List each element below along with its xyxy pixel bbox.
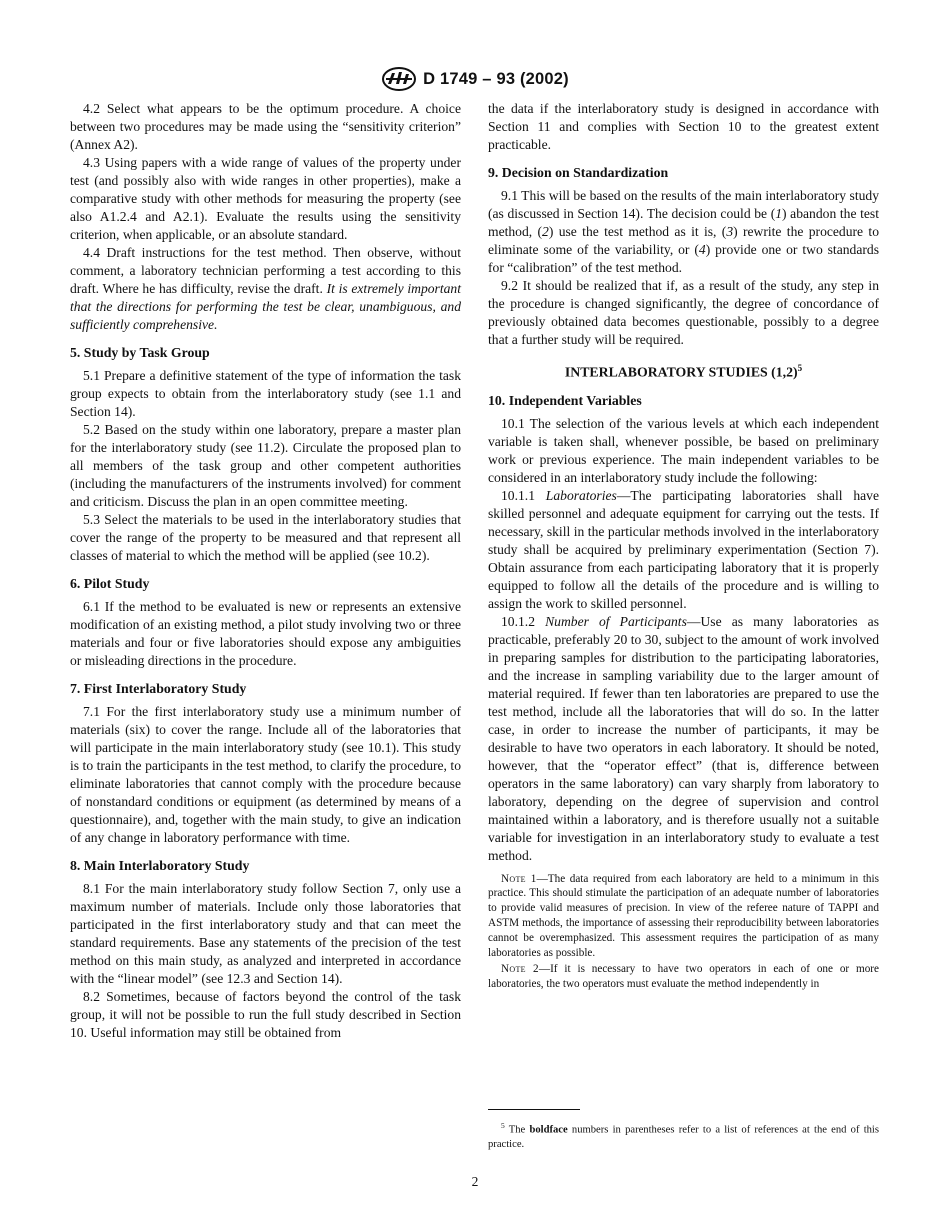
note-text: —The data required from each laboratory are held to a minimum in this practice. This should stimulate the participation of an adequate number of laboratories to provide valid measures of precision. In view of the referee nature of TAPPI and ASTM methods, the importance of assessing their reproducibility between laboratories cannot be overemphasized. This assessment requires the participation of as many laboratories as possible. bbox=[488, 872, 879, 959]
section-title-interlaboratory-studies bbox=[488, 359, 879, 382]
heading-section-9: 9. Decision on Standardization bbox=[488, 165, 669, 180]
enum-1: 1 bbox=[775, 206, 783, 221]
heading-section-6: 6. Pilot Study bbox=[70, 576, 150, 591]
paragraph-4-4-emphasis: It is extremely important that the directions for performing the test be clear, unambiguous, and sufficiently comprehensive. bbox=[70, 281, 461, 332]
paragraph-9-1 bbox=[488, 187, 879, 277]
note-label: Note 2 bbox=[501, 963, 539, 976]
heading-section-8: 8. Main Interlaboratory Study bbox=[70, 858, 250, 873]
paragraph-9-1-part: ) rewrite the procedure to eliminate some of the variability, or ( bbox=[488, 224, 879, 257]
left-column bbox=[70, 100, 461, 1042]
paragraph-9-2: 9.2 It should be realized that if, as a result of the study, any step in the procedure is changed significantly, the degree of concordance of previously obtained data becomes questionable, possibly to a degree that a further study will be required. bbox=[488, 278, 879, 347]
paragraph-4-4 bbox=[70, 244, 461, 334]
paragraph-4-2: 4.2 Select what appears to be the optimum procedure. A choice between two procedures may be made using the “sensitivity criterion” (Annex A2). bbox=[70, 101, 461, 152]
note-2 bbox=[488, 962, 879, 992]
paragraph-9-1-part: ) provide one or two standards for “calibration” of the test method. bbox=[488, 242, 879, 275]
heading-section-7: 7. First Interlaboratory Study bbox=[70, 681, 247, 696]
footnote-bold-text: boldface bbox=[529, 1124, 568, 1136]
paragraph-9-1-part: 9.1 This will be based on the results of the main interlaboratory study (as discussed in Section 14). The decision could be ( bbox=[488, 188, 879, 221]
enum-3: 3 bbox=[726, 224, 734, 239]
clause-number: 10.1.2 bbox=[501, 613, 535, 629]
paragraph-10-1: 10.1 The selection of the various levels at which each independent variable is taken shall, whenever possible, be based on preliminary work or previous experience. The main independent variables to be considered in an interlaboratory study include the following: bbox=[488, 415, 879, 485]
paragraph-8-2: 8.2 Sometimes, because of factors beyond the control of the task group, it will not be possible to run the full study described in Section 10. Useful information may still be obtained from bbox=[70, 989, 461, 1040]
clause-term: Number of Participants bbox=[545, 613, 687, 629]
note-1 bbox=[488, 872, 879, 961]
page-header bbox=[0, 66, 950, 92]
paragraph-5-2: 5.2 Based on the study within one laboratory, prepare a master plan for the interlaboratory study (see 11.2). Circulate the proposed plan to all members of the task group and other competent authorities (including the manufacturers of the instruments involved) for comment and criticism. Discuss the plan in an open committee meeting. bbox=[70, 422, 461, 509]
paragraph-6-1: 6.1 If the method to be evaluated is new or represents an extensive modification of an existing method, a pilot study involving two or three materials and four or five laboratories should expose any ambiguities or misleading directions in the procedure. bbox=[70, 599, 461, 668]
paragraph-10-1-2 bbox=[488, 613, 879, 865]
clause-term: Laboratories bbox=[545, 487, 617, 503]
heading-section-5: 5. Study by Task Group bbox=[70, 345, 210, 360]
paragraph-5-1: 5.1 Prepare a definitive statement of the type of information the task group expects to obtain from the interlaboratory study (see 1.1 and Section 14). bbox=[70, 368, 461, 419]
footnote-number: 5 bbox=[501, 1121, 505, 1130]
paragraph-8-2-continued: the data if the interlaboratory study is designed in accordance with Section 11 and complies with Section 10 to the greatest extent practicable. bbox=[488, 101, 879, 152]
footnote-text: numbers in parentheses refer to a list of references at the end of this practice. bbox=[488, 1124, 880, 1150]
paragraph-9-1-part: ) use the test method as it is, ( bbox=[548, 224, 727, 239]
note-text: —If it is necessary to have two operators in each of one or more laboratories, the two operators must evaluate the method independently in bbox=[488, 963, 880, 991]
page-number: 2 bbox=[471, 1174, 479, 1189]
paragraph-7-1: 7.1 For the first interlaboratory study use a minimum number of materials (six) to cover the range. Include all of the laboratories that will participate in the main interlaboratory study (see 10.1). This study is to train the participants in the test method, to clarify the procedure, to eliminate laboratories that cannot comply with the procedure because of nonstandard conditions or equipment (as determined by means of a questionnaire), and, together with the main study, to give an indication of any change in laboratory performance with time. bbox=[70, 704, 461, 845]
paragraph-5-3: 5.3 Select the materials to be used in the interlaboratory studies that cover the range of the property to be measured and that represent all classes of material to which the method will be applied (see 10.2). bbox=[70, 512, 461, 563]
note-label: Note 1 bbox=[501, 872, 537, 885]
clause-text: —Use as many laboratories as practicable, preferably 20 to 30, subject to the amount of work involved in preparing samples for distribution to the participating laboratories, and the increase in sampling variability due to the larger amount of material required. If fewer than ten laboratories are prepared to use the test method, include all the laboratories that will do so. In the latter case, in order to increase the number of participants, it may be desirable to have two operators in each laboratory. It should be noted, however, that the “operator effect” (that is, difference between operators in the same laboratory) can vary sharply from laboratory to laboratory, depending on the degree of supervision and control maintained within a laboratory, and is therefore usually not a suitable variable for investigation in an interlaboratory study to evaluate a test method. bbox=[488, 613, 880, 863]
astm-logo-icon bbox=[381, 66, 417, 92]
enum-4: 4 bbox=[698, 242, 706, 257]
footnote-divider bbox=[488, 1109, 580, 1110]
paragraph-4-3: 4.3 Using papers with a wide range of values of the property under test (and possibly also with wide ranges in other properties), make a comparative study with other methods for measuring the property (see also A1.2.4 and A2.1). Evaluate the results using the sensitivity criterion, when applicable, or an absolute standard. bbox=[70, 155, 461, 242]
notes bbox=[488, 872, 879, 992]
paragraph-4-4-text: 4.4 Draft instructions for the test method. Then observe, without comment, a laboratory technician performing a test according to this draft. Where he has difficulty, revise the draft. bbox=[70, 245, 461, 296]
enum-2: 2 bbox=[542, 224, 549, 239]
right-column bbox=[488, 100, 879, 994]
clause-number: 10.1.1 bbox=[501, 487, 535, 503]
paragraph-9-1-part: ) abandon the test method, ( bbox=[488, 206, 879, 239]
document-designation: D 1749 – 93 (2002) bbox=[423, 69, 569, 88]
footnote-5 bbox=[488, 1119, 879, 1152]
section-title-text: INTERLABORATORY STUDIES (1,2) bbox=[564, 364, 798, 380]
clause-text: —The participating laboratories shall have skilled personnel and adequate equipment for carrying out the tests. If necessary, skill in the particular methods involved in the interlaboratory study shall be acquired by preliminary experimentation (Section 7). Obtain assurance from each participating laboratory that it is properly equipped to follow all the details of the procedure and is willing to assign the work to skilled personnel. bbox=[488, 487, 879, 611]
paragraph-10-1-1 bbox=[488, 487, 879, 613]
footnote-ref: 5 bbox=[797, 363, 803, 373]
heading-section-10: 10. Independent Variables bbox=[488, 392, 642, 408]
paragraph-8-1: 8.1 For the main interlaboratory study follow Section 7, only use a maximum number of materials. Include only those laboratories that participated in the first interlaboratory study and that can meet the standard requirements. Base any statements of the precision of the test method on this main study, as analyzed and interpreted in accordance with the “linear model” (see 12.3 and Section 14). bbox=[70, 881, 461, 986]
footnote-text: The bbox=[504, 1124, 530, 1136]
